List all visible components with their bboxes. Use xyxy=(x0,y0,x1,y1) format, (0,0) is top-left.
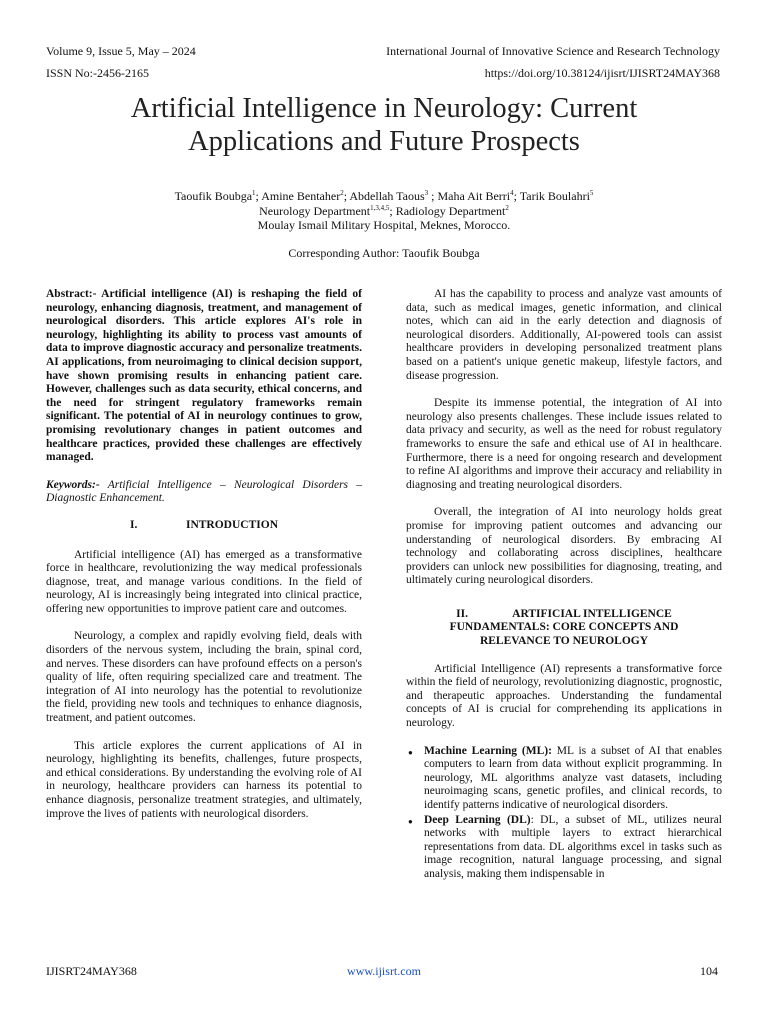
corresponding-author: Corresponding Author: Taoufik Boubga xyxy=(288,246,480,260)
affiliation-hospital: Moulay Ismail Military Hospital, Meknes, Morocco. xyxy=(257,218,511,232)
footer-article-id: IJISRT24MAY368 xyxy=(46,964,137,978)
section-title: INTRODUCTION xyxy=(185,518,278,531)
section-title-line2: FUNDAMENTALS: CORE CONCEPTS AND RELEVANCE TO NEUROLOGY xyxy=(449,621,679,648)
keywords-text: Artificial Intelligence – Neurological Disorders – Diagnostic Enhancement. xyxy=(46,478,362,505)
author-sup: 4 xyxy=(510,189,514,197)
section-heading-introduction xyxy=(46,519,362,533)
author-sup: 2 xyxy=(340,189,344,197)
abstract: Abstract:- Artificial intelligence (AI) is reshaping the field of neurology, enhancing diagnosis, treatment, and management of neurological disorders. This article explores AI's role in neurology, highlighting its ability to process vast amounts of data to improve diagnostic accuracy and personalize treatments. AI applications, from neuroimaging to clinical decision support, have shown promising results in enhancing patient care. However, challenges such as data security, ethical concerns, and the need for stringent regulatory frameworks remain significant. The potential of AI in neurology continues to grow, promising revolutionary changes in patient outcomes and healthcare practices, provided these challenges are effectively managed. xyxy=(46,288,362,464)
bullet-list xyxy=(406,745,722,882)
department-sup: 1,3,4,5 xyxy=(370,204,390,212)
section-number: I. xyxy=(129,518,138,531)
bullet-text: : DL, a subset of ML, utilizes neural networks with multiple layers to extract hierarchical representations from data. DL algorithms excel in tasks such as image recognition, natural language processing, and signal analysis, making them indispensable in xyxy=(424,813,722,880)
doi-link[interactable]: https://doi.org/10.38124/ijisrt/IJISRT24MAY368 xyxy=(484,66,720,80)
paragraph: AI has the capability to process and analyze vast amounts of data, such as medical images, genetic information, and clinical notes, which can aid in the early detection and diagnosis of neurological disorders. Additionally, AI-powered tools can assist healthcare providers in developing personalized treatment plans based on a patient's unique genetic makeup, lifestyle factors, and disease progression. xyxy=(406,288,722,382)
bullet-term: Deep Learning (DL) xyxy=(424,813,531,826)
journal-name: International Journal of Innovative Science and Research Technology xyxy=(386,44,720,58)
paragraph: Artificial Intelligence (AI) represents a transformative force within the field of neurology, revolutionizing diagnostic, prognostic, and therapeutic approaches. Understanding the fundamental concepts of AI is crucial for comprehending its applications in neurology. xyxy=(406,662,722,730)
author-name: Abdellah Taous xyxy=(349,189,425,203)
paragraph: Overall, the integration of AI into neurology holds great promise for improving patient outcomes and advancing our understanding of neurological disorders. By embracing AI technology and collaborating across disciplines, healthcare providers can unlock new possibilities for diagnosing, treating, and ultimately curing neurological disorders. xyxy=(406,506,722,587)
author-name: Taoufik Boubga xyxy=(174,189,253,203)
section-title-line1: ARTIFICIAL INTELLIGENCE xyxy=(512,607,672,620)
bullet-text: ML is a subset of AI that enables computers to learn from data without explicit programming. In neurology, ML algorithms analyze vast datasets, including neuroimaging scans, genetic profiles, and clinical records, to identify patterns indicative of neurological disorders. xyxy=(424,744,723,811)
paragraph: Neurology, a complex and rapidly evolving field, deals with disorders of the nervous system, including the brain, spinal cord, and nerves. These disorders can have profound effects on a person's quality of life, often requiring specialized care and treatment. The integration of AI into neurology has the potential to revolutionize the field, providing new tools and techniques to enhance diagnosis, treatment, and patient outcomes. xyxy=(46,630,362,725)
department-sup: 2 xyxy=(505,204,509,212)
right-column xyxy=(406,288,722,883)
paper-title: Artificial Intelligence in Neurology: Current Applications and Future Prospects xyxy=(130,93,638,157)
department-neurology: Neurology Department xyxy=(259,204,371,218)
list-item xyxy=(424,814,722,882)
author-name: Maha Ait Berri xyxy=(437,189,511,203)
section-heading-ai-fundamentals xyxy=(406,608,722,649)
left-column xyxy=(46,288,362,821)
author-sup: 3 xyxy=(424,189,429,197)
bullet-term: Machine Learning (ML): xyxy=(424,744,552,757)
author-sup: 5 xyxy=(589,189,594,197)
paragraph: Artificial intelligence (AI) has emerged as a transformative force in healthcare, revolutionizing the way medical professionals diagnose, treat, and manage various conditions. In the field of neurology, AI is increasingly being integrated into clinical practice, offering new opportunities to improve patient care and outcomes. xyxy=(46,548,362,615)
list-item xyxy=(424,745,722,813)
paragraph: Despite its immense potential, the integration of AI into neurology also presents challenges. These include issues related to data privacy and security, as well as the need for robust regulatory frameworks to ensure the safe and ethical use of AI in healthcare. Furthermore, there is a need for ongoing research and development to refine AI algorithms and improve their accuracy and reliability in diagnosing and treating neurological disorders. xyxy=(406,397,722,491)
issn: ISSN No:-2456-2165 xyxy=(46,66,150,80)
author-name: Amine Bentaher xyxy=(261,189,341,203)
keywords xyxy=(46,479,362,506)
author-line: Taoufik Boubga$^1$; Amine Bentaher$^2$; Abdellah Taous$^3$ ; Maha Ait Berri$^4$; Tarik Boulahri$^5$ xyxy=(174,189,594,203)
paragraph: This article explores the current applications of AI in neurology, highlighting its benefits, challenges, future prospects, and ethical considerations. By understanding the evolving role of AI in neurology, healthcare providers can harness its potential to enhance diagnosis, personalize treatment strategies, and ultimately, improve the lives of patients with neurological disorders. xyxy=(46,739,362,820)
author-sup: 1 xyxy=(252,189,256,197)
section-number: II. xyxy=(456,607,468,620)
page-number: 104 xyxy=(700,964,718,978)
volume-info: Volume 9, Issue 5, May – 2024 xyxy=(46,44,196,58)
keywords-label: Keywords:- xyxy=(46,478,100,491)
department-radiology: ; Radiology Department xyxy=(389,204,506,218)
author-name: Tarik Boulahri xyxy=(519,189,590,203)
footer-website-link[interactable]: www.ijisrt.com xyxy=(347,964,421,978)
affiliation-departments xyxy=(60,204,708,218)
